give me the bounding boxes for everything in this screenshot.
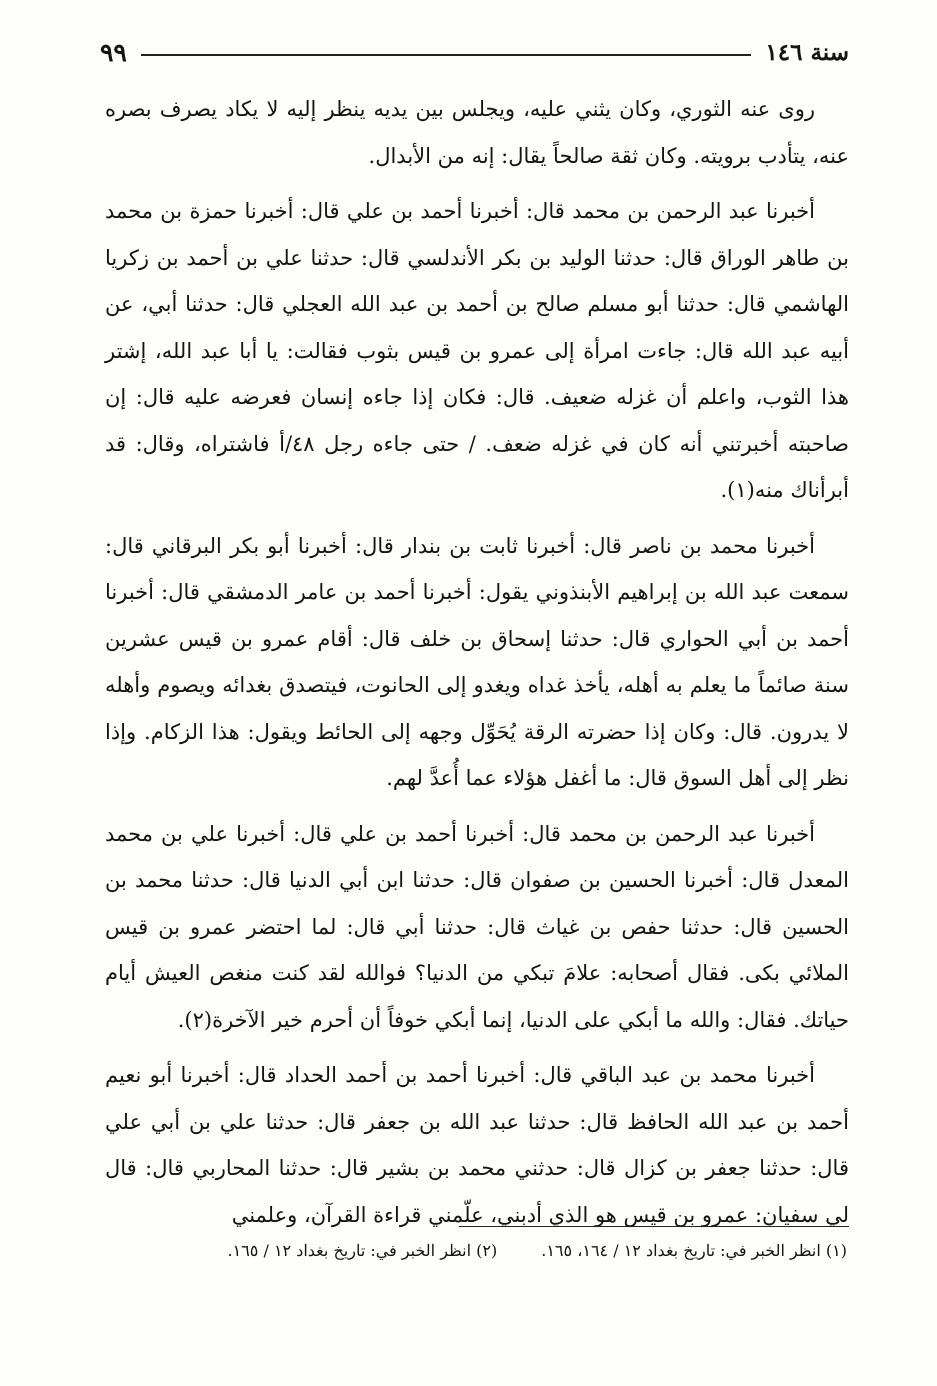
paragraph: أخبرنا محمد بن ناصر قال: أخبرنا ثابت بن بندار قال: أخبرنا أبو بكر البرقاني قال: سمعت عبد الله بن إبراهيم الأبنذوني يقول: أخبرنا أحمد بن عامر الدمشقي قال: أخبرنا أحمد بن أبي الحواري قال: حدثنا إسحاق بن خلف قال: أقام عمرو بن قيس عشرين سنة صائماً ما يعلم به أهله، يأخذ غداه ويغدو إلى الحانوت، فيتصدق بغدائه ويصوم وأهله لا يدرون. قال: وكان إذا حضرته الرقة يُحَوِّل وجهه إلى الحائط ويقول: هذا الزكام. وإذا نظر إلى أهل السوق قال: ما أغفل هؤلاء عما أُعدَّ لهم.: [105, 533, 849, 790]
footnote-1: (١) انظر الخبر في: تاريخ بغداد ١٢ / ١٦٤، ١٦٥.: [541, 1241, 847, 1260]
paragraph: روى عنه الثوري، وكان يثني عليه، ويجلس بين يديه ينظر إليه لا يكاد يصرف بصره عنه، يتأدب برويته. وكان ثقة صالحاً يقال: إنه من الأبدال.: [105, 97, 849, 168]
footnote-rule: [459, 1226, 849, 1227]
page-number: ٩٩: [100, 37, 127, 67]
header-rule: [141, 54, 752, 56]
running-header: [100, 34, 849, 70]
footnotes: [120, 1238, 847, 1264]
main-text: [105, 86, 849, 1247]
header-year: سنة ١٤٦: [765, 38, 849, 66]
footnote-2: (٢) انظر الخبر في: تاريخ بغداد ١٢ / ١٦٥.: [227, 1241, 498, 1260]
paragraph: أخبرنا عبد الرحمن بن محمد قال: أخبرنا أحمد بن علي قال: أخبرنا علي بن محمد المعدل قال: أخبرنا الحسين بن صفوان قال: حدثنا ابن أبي الدنيا قال: حدثنا محمد بن الحسين قال: حدثنا حفص بن غياث قال: حدثنا أبي قال: لما احتضر عمرو بن قيس الملائي بكى. فقال أصحابه: علامَ تبكي من الدنيا؟ فوالله لقد كنت منغص العيش أيام حياتك. فقال: والله ما أبكي على الدنيا، إنما أبكي خوفاً أن أحرم خير الآخرة(٢).: [105, 821, 849, 1032]
paragraph: أخبرنا محمد بن عبد الباقي قال: أخبرنا أحمد بن أحمد الحداد قال: أخبرنا أبو نعيم أحمد بن عبد الله الحافظ قال: حدثنا عبد الله بن جعفر قال: حدثنا علي بن أبي علي قال: حدثنا جعفر بن كزال قال: حدثني محمد بن بشير قال: حدثنا المحاربي قال: قال لي سفيان: عمرو بن قيس هو الذي أدبني، علّمني قراءة القرآن، وعلمني: [105, 1063, 849, 1227]
paragraph: أخبرنا عبد الرحمن بن محمد قال: أخبرنا أحمد بن علي قال: أخبرنا حمزة بن محمد بن طاهر الوراق قال: حدثنا الوليد بن بكر الأندلسي قال: حدثنا علي بن أحمد بن زكريا الهاشمي قال: حدثنا أبو مسلم صالح بن أحمد بن عبد الله العجلي قال: حدثنا أبي، عن أبيه عبد الله قال: جاءت امرأة إلى عمرو بن قيس بثوب فقالت: يا أبا عبد الله، إشتر هذا الثوب، واعلم أن غزله ضعيف. قال: فكان إذا جاءه إنسان فعرضه عليه قال: إن صاحبته أخبرتني أنه كان في غزله ضعف. / حتى جاءه رجل ٤٨/أ فاشتراه، وقال: قد أبرأناك منه(١).: [105, 199, 850, 502]
